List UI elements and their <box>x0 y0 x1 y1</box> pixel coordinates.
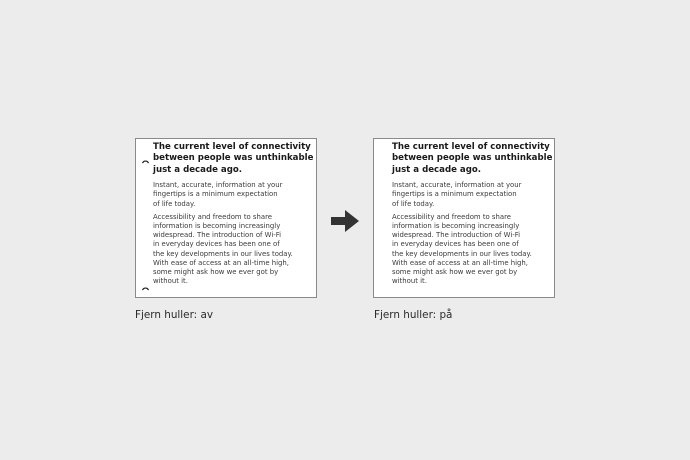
document-paragraph-1: Instant, accurate, information at your fingertips is a minimum expectation of life today. <box>392 181 522 208</box>
caption-after: Fjern huller: på <box>374 309 453 321</box>
punch-hole-icon <box>141 155 150 164</box>
punch-hole-icon <box>141 282 150 291</box>
document-paragraph-2: Accessibility and freedom to share information is becoming increasingly widespread. The introduction of Wi-Fi in everyday devices has been one of the key developments in our lives today. With ease of access at an all-time high, some might ask how we ever got by without it. <box>153 212 293 286</box>
caption-before: Fjern huller: av <box>135 309 213 321</box>
document-paragraph-1: Instant, accurate, information at your fingertips is a minimum expectation of life today. <box>153 181 283 208</box>
document-text <box>392 142 555 290</box>
document-paragraph-2: Accessibility and freedom to share information is becoming increasingly widespread. The introduction of Wi-Fi in everyday devices has been one of the key developments in our lives today. With ease of access at an all-time high, some might ask how we ever got by without it. <box>392 212 532 286</box>
document-text <box>153 142 317 290</box>
document-after <box>373 138 555 298</box>
document-before <box>135 138 317 298</box>
document-title: The current level of connectivity between people was unthinkable just a decade ago. <box>392 142 553 175</box>
document-title: The current level of connectivity between people was unthinkable just a decade ago. <box>153 142 314 175</box>
right-arrow-icon <box>330 209 360 233</box>
